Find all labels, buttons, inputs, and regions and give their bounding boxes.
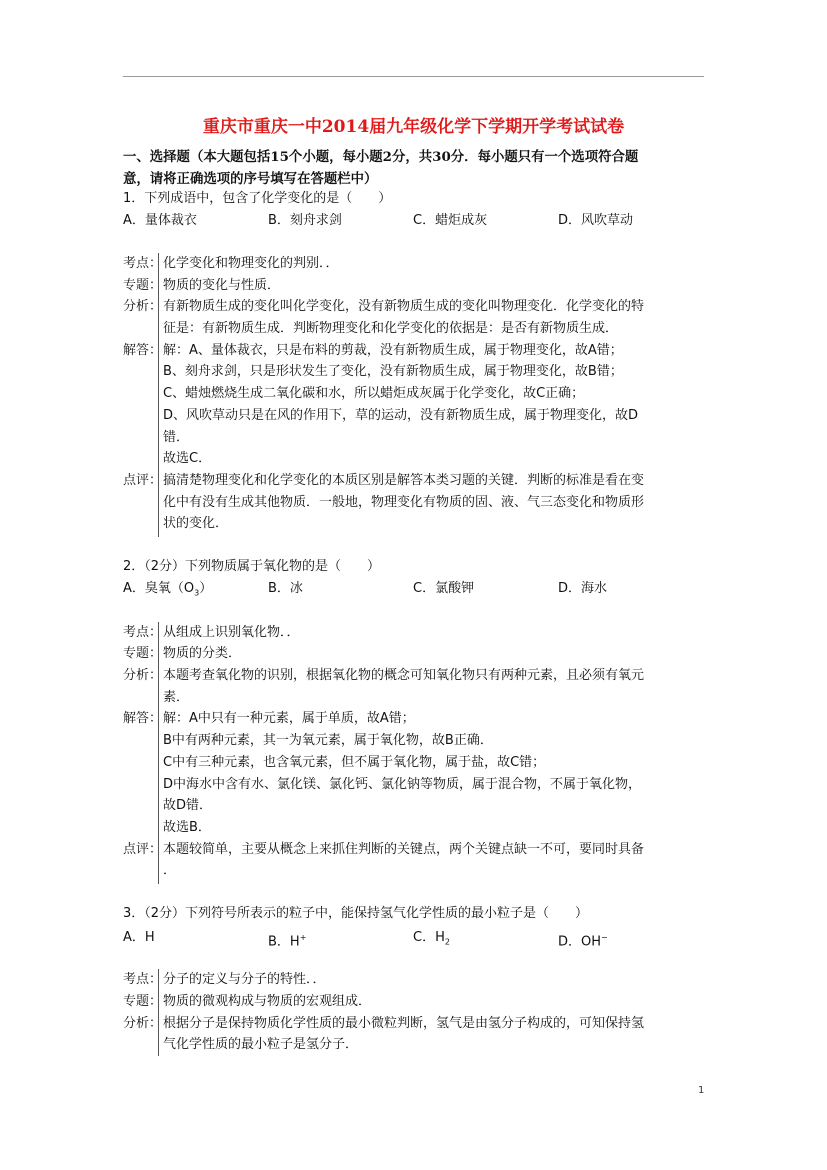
q2-zhuanti: 物质的分类． bbox=[163, 646, 242, 661]
q3-kaodian: 分子的定义与分子的特性．． bbox=[163, 972, 326, 987]
q2-stem: 2．（2分）下列物质属于氧化物的是（ ） bbox=[123, 559, 381, 574]
q1-option-c: C．蜡炬成灰 bbox=[413, 213, 488, 228]
q1-option-b: B．刻舟求剑 bbox=[268, 213, 342, 228]
q1-jieda-line-2: B、刻舟求剑，只是形状发生了变化，没有新物质生成，属于物理变化，故B错； bbox=[163, 364, 623, 379]
page-number: 1 bbox=[698, 1085, 705, 1096]
q3-option-d: D．OH− bbox=[558, 933, 608, 950]
q3-option-a: A．H bbox=[123, 930, 155, 945]
q2-jieda-line-2: B中有两种元素，其一为氧元素，属于氧化物，故B正确． bbox=[163, 733, 493, 748]
q3-fenxi-line-1: 根据分子是保持物质化学性质的最小微粒判断，氢气是由氢分子构成的，可知保持氢 bbox=[163, 1016, 645, 1031]
q1-fenxi-label: 分析： bbox=[123, 299, 163, 314]
q2-jieda-line-4: D中海水中含有水、氯化镁、氯化钙、氯化钠等物质，属于混合物，不属于氧化物， bbox=[163, 777, 642, 792]
q1-kaodian-label: 考点： bbox=[123, 256, 163, 271]
q2-kaodian-label: 考点： bbox=[123, 625, 163, 640]
q3-fenxi-label: 分析： bbox=[123, 1016, 163, 1031]
header-rule bbox=[123, 76, 704, 77]
q1-stem: 1．下列成语中，包含了化学变化的是（ ） bbox=[123, 191, 392, 206]
q3-option-c: C．$H_2$ bbox=[413, 930, 450, 947]
q2-jieda-label: 解答： bbox=[123, 711, 163, 726]
q3-zhuanti-label: 专题： bbox=[123, 994, 163, 1009]
q2-fenxi-line-1: 本题考查氧化物的识别，根据氧化物的概念可知氧化物只有两种元素，且必须有氧元 bbox=[163, 668, 645, 683]
q3-zhuanti: 物质的微观构成与物质的宏观组成． bbox=[163, 994, 372, 1009]
section-heading bbox=[123, 146, 713, 190]
q2-option-c: C．氯酸钾 bbox=[413, 581, 475, 596]
q1-option-a: A．量体裁衣 bbox=[123, 213, 197, 228]
q2-dianping-line-2: ． bbox=[163, 863, 177, 878]
q2-kaodian: 从组成上识别氧化物．． bbox=[163, 625, 300, 640]
q3-stem: 3．（2分）下列符号所表示的粒子中，能保持氢气化学性质的最小粒子是（ ） bbox=[123, 906, 589, 921]
q2-jieda-line-3: C中有三种元素，也含氧元素，但不属于氧化物，属于盐，故C错； bbox=[163, 755, 546, 770]
q3-kaodian-label: 考点： bbox=[123, 972, 163, 987]
q2-zhuanti-label: 专题： bbox=[123, 646, 163, 661]
q1-fenxi-line-1: 有新物质生成的变化叫化学变化，没有新物质生成的变化叫物理变化．化学变化的特 bbox=[163, 299, 645, 314]
q2-fenxi-label: 分析： bbox=[123, 668, 163, 683]
q1-jieda-label: 解答： bbox=[123, 343, 163, 358]
q1-kaodian: 化学变化和物理变化的判别．． bbox=[163, 256, 339, 271]
page-title: 重庆市重庆一中2014届九年级化学下学期开学考试试卷 bbox=[202, 117, 625, 137]
q1-jieda-line-5: 错． bbox=[163, 430, 190, 445]
q2-option-a: A．臭氧$(O_3)$ bbox=[123, 581, 213, 598]
q2-dianping-label: 点评： bbox=[123, 842, 163, 857]
q2-option-b: B．冰 bbox=[268, 581, 303, 596]
q2-jieda-line-5: 故D错． bbox=[163, 798, 213, 813]
q2-option-d: D．海水 bbox=[558, 581, 608, 596]
q1-zhuanti-label: 专题： bbox=[123, 278, 163, 293]
q1-jieda-line-1: 解：A、量体裁衣，只是布料的剪裁，没有新物质生成，属于物理变化，故A错； bbox=[163, 343, 623, 358]
q2-jieda-line-6: 故选B． bbox=[163, 820, 211, 835]
q3-fenxi-line-2: 气化学性质的最小粒子是氢分子． bbox=[163, 1037, 359, 1052]
section-heading-line-2: 意，请将正确选项的序号填写在答题栏中） bbox=[123, 171, 378, 187]
q2-fenxi-line-2: 素． bbox=[163, 690, 190, 705]
q1-dianping-line-3: 状的变化． bbox=[163, 516, 229, 531]
q1-option-d: D．风吹草动 bbox=[558, 213, 634, 228]
q1-zhuanti: 物质的变化与性质． bbox=[163, 278, 281, 293]
q1-jieda-line-6: 故选C． bbox=[163, 451, 212, 466]
q2-jieda-line-1: 解：A中只有一种元素，属于单质，故A错； bbox=[163, 711, 415, 726]
q2-dianping-line-1: 本题较简单，主要从概念上来抓住判断的关键点，两个关键点缺一不可，要同时具备 bbox=[163, 842, 645, 857]
q1-jieda-line-3: C、蜡烛燃烧生成二氧化碳和水，所以蜡炬成灰属于化学变化，故C正确； bbox=[163, 386, 585, 401]
section-heading-line-1: 一、选择题（本大题包括15个小题，每小题2分，共30分．每小题只有一个选项符合题 bbox=[123, 149, 639, 165]
q1-fenxi-line-2: 征是：有新物质生成．判断物理变化和化学变化的依据是：是否有新物质生成． bbox=[163, 321, 619, 336]
q1-dianping-line-2: 化中有没有生成其他物质．一般地，物理变化有物质的固、液、气三态变化和物质形 bbox=[163, 495, 645, 510]
q1-dianping-label: 点评： bbox=[123, 473, 163, 488]
q1-dianping-line-1: 搞清楚物理变化和化学变化的本质区别是解答本类习题的关键．判断的标准是看在变 bbox=[163, 473, 645, 488]
q1-jieda-line-4: D、风吹草动只是在风的作用下，草的运动，没有新物质生成，属于物理变化，故D bbox=[163, 408, 639, 423]
q3-option-b: B．H+ bbox=[268, 933, 307, 950]
